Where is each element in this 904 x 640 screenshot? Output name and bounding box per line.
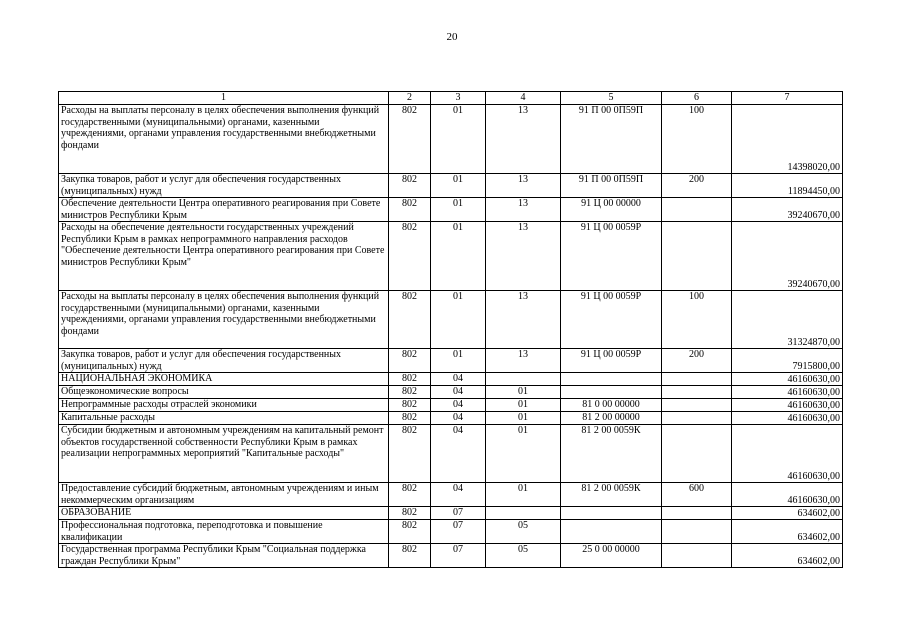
- row-code-3: 04: [431, 412, 486, 425]
- table-row: [59, 520, 843, 544]
- row-code-6: [662, 198, 732, 222]
- row-description: Расходы на обеспечение деятельности государственных учреждений Республики Крым в рамках непрограммного направления расходов "Обеспечение деятельности Центра оперативного реагирования при Совете министров Республики Крым": [59, 222, 389, 291]
- row-amount: 7915800,00: [732, 349, 843, 373]
- row-code-6: 200: [662, 349, 732, 373]
- row-code-5: 81 2 00 0059К: [561, 483, 662, 507]
- row-amount: 14398020,00: [732, 105, 843, 174]
- row-code-5: 81 2 00 0059К: [561, 425, 662, 483]
- column-header: 2: [389, 92, 431, 105]
- row-description: Государственная программа Республики Крым "Социальная поддержка граждан Республики Крым": [59, 544, 389, 568]
- row-description: Обеспечение деятельности Центра оперативного реагирования при Совете министров Республики Крым: [59, 198, 389, 222]
- row-description: Капитальные расходы: [59, 412, 389, 425]
- row-code-4: [486, 373, 561, 386]
- row-amount: 46160630,00: [732, 373, 843, 386]
- row-code-3: 01: [431, 105, 486, 174]
- table-row: [59, 373, 843, 386]
- row-amount: 31324870,00: [732, 291, 843, 349]
- table-row: [59, 412, 843, 425]
- row-description: Расходы на выплаты персоналу в целях обеспечения выполнения функций государственными (муниципальными) органами, казенными учреждениями, органами управления государственными внебюджетными фондами: [59, 105, 389, 174]
- row-amount: 634602,00: [732, 507, 843, 520]
- row-code-5: 25 0 00 00000: [561, 544, 662, 568]
- row-code-6: [662, 412, 732, 425]
- table-row: [59, 198, 843, 222]
- row-code-6: [662, 222, 732, 291]
- row-code-2: 802: [389, 222, 431, 291]
- row-description: Субсидии бюджетным и автономным учреждениям на капитальный ремонт объектов государственной собственности Республики Крым в рамках реализации непрограммных мероприятий "Капитальные расходы": [59, 425, 389, 483]
- row-code-3: 01: [431, 291, 486, 349]
- row-code-4: 01: [486, 412, 561, 425]
- table-row: [59, 425, 843, 483]
- row-code-4: 13: [486, 291, 561, 349]
- row-code-2: 802: [389, 483, 431, 507]
- row-description: Закупка товаров, работ и услуг для обеспечения государственных (муниципальных) нужд: [59, 349, 389, 373]
- row-code-4: 13: [486, 174, 561, 198]
- row-amount: 46160630,00: [732, 483, 843, 507]
- row-code-6: 600: [662, 483, 732, 507]
- row-code-4: 13: [486, 349, 561, 373]
- column-header: 6: [662, 92, 732, 105]
- page-number: 20: [446, 31, 458, 43]
- row-description: ОБРАЗОВАНИЕ: [59, 507, 389, 520]
- row-amount: 46160630,00: [732, 412, 843, 425]
- row-code-4: [486, 507, 561, 520]
- row-code-2: 802: [389, 291, 431, 349]
- row-code-3: 01: [431, 222, 486, 291]
- row-code-5: [561, 507, 662, 520]
- table-row: [59, 544, 843, 568]
- row-code-4: 05: [486, 520, 561, 544]
- row-code-2: 802: [389, 198, 431, 222]
- row-code-4: 01: [486, 399, 561, 412]
- row-code-5: 91 Ц 00 0059Р: [561, 222, 662, 291]
- table-row: [59, 349, 843, 373]
- row-amount: 46160630,00: [732, 425, 843, 483]
- row-code-5: 91 П 00 0П59П: [561, 105, 662, 174]
- row-code-2: 802: [389, 174, 431, 198]
- row-code-4: 13: [486, 222, 561, 291]
- column-header: 1: [59, 92, 389, 105]
- table-row: [59, 105, 843, 174]
- row-code-4: 13: [486, 105, 561, 174]
- row-code-2: 802: [389, 425, 431, 483]
- row-amount: 46160630,00: [732, 399, 843, 412]
- row-code-4: 01: [486, 425, 561, 483]
- row-code-4: 01: [486, 386, 561, 399]
- row-code-2: 802: [389, 520, 431, 544]
- row-code-6: [662, 544, 732, 568]
- row-code-6: [662, 425, 732, 483]
- row-code-2: 802: [389, 399, 431, 412]
- row-description: НАЦИОНАЛЬНАЯ ЭКОНОМИКА: [59, 373, 389, 386]
- row-code-6: [662, 373, 732, 386]
- table-row: [59, 386, 843, 399]
- row-description: Расходы на выплаты персоналу в целях обеспечения выполнения функций государственными (муниципальными) органами, казенными учреждениями, органами управления государственными внебюджетными фондами: [59, 291, 389, 349]
- table-row: [59, 483, 843, 507]
- row-code-5: 81 2 00 00000: [561, 412, 662, 425]
- column-header: 4: [486, 92, 561, 105]
- row-amount: 39240670,00: [732, 222, 843, 291]
- row-code-6: [662, 386, 732, 399]
- row-code-5: 91 Ц 00 00000: [561, 198, 662, 222]
- table-row: [59, 222, 843, 291]
- row-code-3: 04: [431, 373, 486, 386]
- row-code-6: 100: [662, 291, 732, 349]
- budget-table: [58, 91, 843, 568]
- row-code-5: [561, 386, 662, 399]
- table-row: [59, 291, 843, 349]
- row-description: Общеэкономические вопросы: [59, 386, 389, 399]
- row-code-4: 13: [486, 198, 561, 222]
- row-code-5: 81 0 00 00000: [561, 399, 662, 412]
- table-row: [59, 507, 843, 520]
- row-amount: 46160630,00: [732, 386, 843, 399]
- row-description: Непрограммные расходы отраслей экономики: [59, 399, 389, 412]
- row-code-3: 01: [431, 198, 486, 222]
- row-code-3: 07: [431, 507, 486, 520]
- row-code-5: 91 П 00 0П59П: [561, 174, 662, 198]
- row-code-6: 200: [662, 174, 732, 198]
- table-row: [59, 399, 843, 412]
- row-code-3: 04: [431, 425, 486, 483]
- row-code-4: 01: [486, 483, 561, 507]
- table-row: [59, 174, 843, 198]
- row-code-3: 04: [431, 399, 486, 412]
- row-description: Предоставление субсидий бюджетным, автономным учреждениям и иным некоммерческим организациям: [59, 483, 389, 507]
- row-amount: 39240670,00: [732, 198, 843, 222]
- column-header: 3: [431, 92, 486, 105]
- row-code-3: 07: [431, 520, 486, 544]
- row-code-5: [561, 373, 662, 386]
- row-code-3: 04: [431, 386, 486, 399]
- row-code-3: 07: [431, 544, 486, 568]
- row-code-2: 802: [389, 349, 431, 373]
- row-code-3: 04: [431, 483, 486, 507]
- column-header: 5: [561, 92, 662, 105]
- row-code-6: 100: [662, 105, 732, 174]
- column-header: 7: [732, 92, 843, 105]
- row-code-4: 05: [486, 544, 561, 568]
- row-code-2: 802: [389, 412, 431, 425]
- row-description: Закупка товаров, работ и услуг для обеспечения государственных (муниципальных) нужд: [59, 174, 389, 198]
- row-code-6: [662, 507, 732, 520]
- row-code-2: 802: [389, 544, 431, 568]
- row-code-5: 91 Ц 00 0059Р: [561, 291, 662, 349]
- row-code-2: 802: [389, 386, 431, 399]
- row-amount: 634602,00: [732, 520, 843, 544]
- row-code-3: 01: [431, 174, 486, 198]
- table-header-row: [59, 92, 843, 105]
- row-code-6: [662, 520, 732, 544]
- row-code-6: [662, 399, 732, 412]
- row-code-5: 91 Ц 00 0059Р: [561, 349, 662, 373]
- row-amount: 11894450,00: [732, 174, 843, 198]
- row-code-3: 01: [431, 349, 486, 373]
- row-amount: 634602,00: [732, 544, 843, 568]
- row-description: Профессиональная подготовка, переподготовка и повышение квалификации: [59, 520, 389, 544]
- row-code-2: 802: [389, 373, 431, 386]
- row-code-5: [561, 520, 662, 544]
- row-code-2: 802: [389, 507, 431, 520]
- row-code-2: 802: [389, 105, 431, 174]
